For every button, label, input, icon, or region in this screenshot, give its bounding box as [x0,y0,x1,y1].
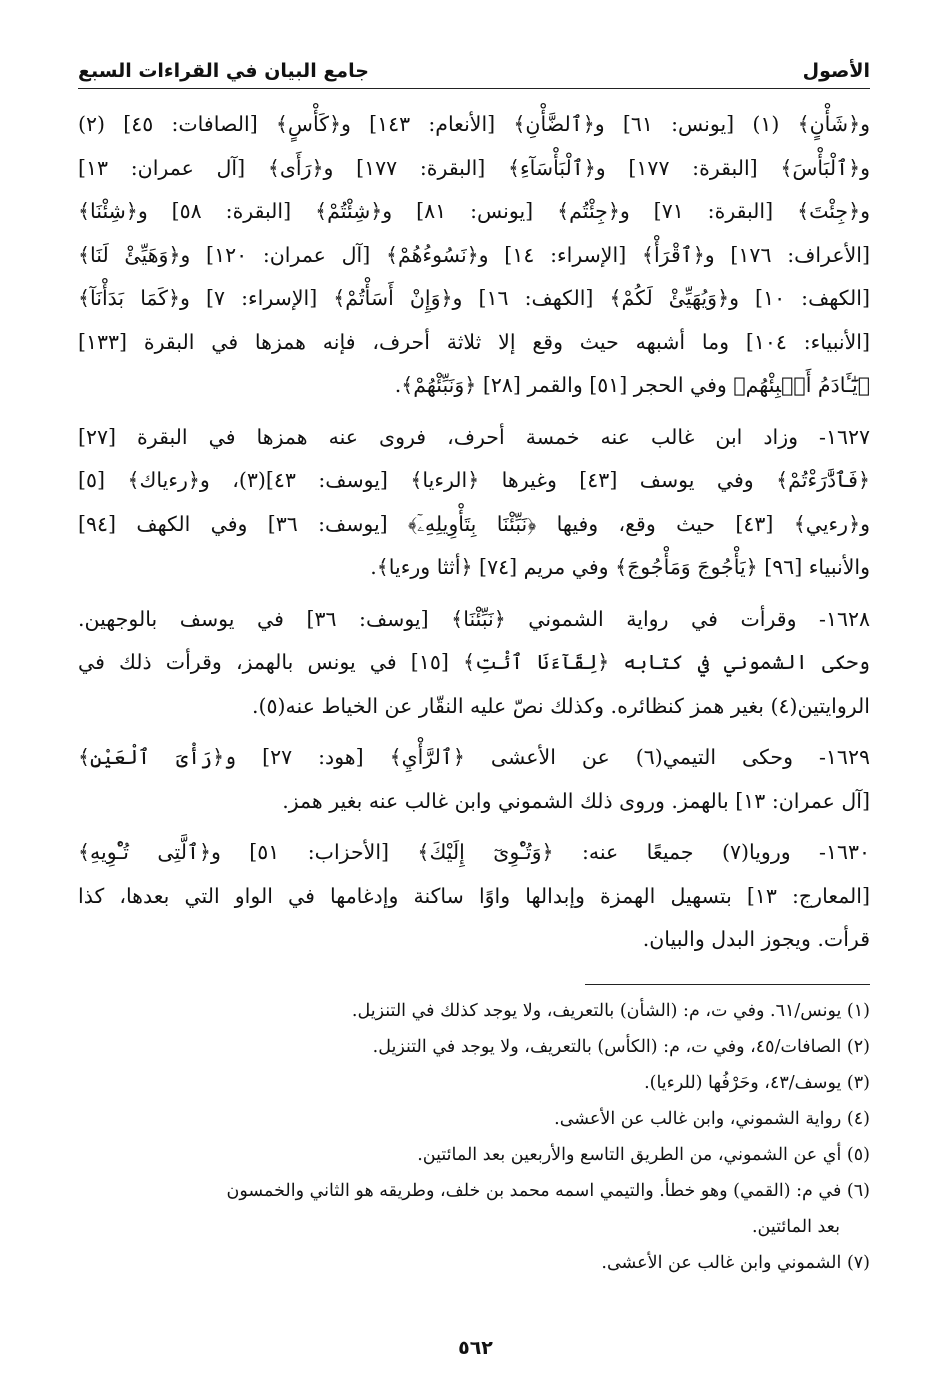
main-text [78,103,870,962]
text-line: [الكهف: ١٠] و﴿وَيُهَيِّئْ لَكُمْ﴾ [الكهف: ١٦] و﴿وَإِنْ أَسَأْتُمْ﴾ [الإسراء: ٧] و﴿كَمَا بَدَأْنَآ﴾ [78,286,870,310]
running-header [78,60,870,89]
text-line: و﴿شَأْنٍ﴾ (١) [يونس: ٦١] و﴿ٱلضَّأْنِ﴾ [الأنعام: ١٤٣] و﴿كَأْسٍ﴾ [الصافات: ٤٥] (٢) [78,112,870,136]
text-line: و﴿جِئْتَ﴾ [البقرة: ٧١] و﴿جِئْتُم﴾ [يونس: ٨١] و﴿شِئْتُمْ﴾ [البقرة: ٥٨] و﴿شِئْنَا﴾ [78,199,870,223]
footnote: (٦) في م: (القمي) وهو خطأ. والتيمي اسمه محمد بن خلف، وطريقه هو الثاني والخمسون [226,1180,870,1201]
footnote: (٣) يوسف/٤٣، وحَرْفُها (للرءيا). [644,1072,870,1093]
text-line: [الأعراف: ١٧٦] و﴿ٱقْرَأْ﴾ [الإسراء: ١٤] و﴿نَسُوءُهُمْ﴾ [آل عمران: ١٢٠] و﴿وَهَيِّئْ لَنَا﴾ [78,242,870,267]
paragraph [78,831,870,962]
book-title: جامع البيان في القراءات السبع [78,60,369,82]
footnote: (٢) الصافات/٤٥، وفي ت، م: (الكأس) بالتعريف، ولا يوجد في التنزيل. [372,1036,870,1057]
text-line: [الأنبياء: ١٠٤] وما أشبهه حيث وقع إلا ثلاثة أحرف، فإنه همزها في البقرة [١٣٣] [78,329,870,354]
paragraph [78,736,870,823]
paragraph [78,598,870,729]
text-line: و﴿رءيي﴾ [٤٣] حيث وقع، وفيها ﴿نَبِّئْنَا بِتَأْوِيلِهِۦٓ﴾ [يوسف: ٣٦] وفي الكهف [٩٤] [78,511,870,536]
footnote: (١) يونس/٦١. وفي ت، م: (الشأن) بالتعريف، ولا يوجد كذلك في التنزيل. [351,1000,870,1021]
text-line: ١٦٢٩- وحكى التيمي(٦) عن الأعشى ﴿ٱلرَّأْيِ﴾ [هود: ٢٧] و﴿رَأْىَ ٱلْعَيْنِ﴾ [78,745,870,769]
text-line: ﴿فَٱدَّٰرَءْتُمْ﴾ وفي يوسف [٤٣] وغيرها ﴿الرءيا﴾ [يوسف: ٤٣](٣)، و﴿رءياك﴾ [٥] [78,468,870,492]
text-line: وحكى الشموني في كتابه ﴿لِقَآءَنَا ٱئْتِ﴾ [١٥] في يونس بالهمز، وقرأت ذلك في [78,650,870,674]
text-line: ١٦٢٧- وزاد ابن غالب عنه خمسة أحرف، فروى عنه همزها في البقرة [٢٧] [78,424,870,449]
text-line: قرأت. ويجوز البدل والبيان. [642,927,870,951]
text-line: ١٦٣٠- ورويا(٧) جميعًا عنه: ﴿وَتُـْٔوِىٓ إِلَيْكَ﴾ [الأحزاب: ٥١] و﴿ٱلَّتِى تُـْٔوِيهِ﴾ [78,840,870,864]
text-line: والأنبياء [٩٦] ﴿يَأْجُوجَ وَمَأْجُوجَ﴾ وفي مريم [٧٤] ﴿أثثا ورءيا﴾. [370,555,870,579]
section-title: الأصول [802,60,870,82]
paragraph [78,416,870,590]
paragraph [78,103,870,408]
footnote: (٥) أي عن الشموني، من الطريق التاسع والأربعين بعد المائتين. [417,1144,870,1165]
text-line: الروايتين(٤) بغير همز كنظائره. وكذلك نصّ عليه النقّار عن الخياط عنه(٥). [252,693,870,718]
text-line: ﴿يَٰٓـَٔادَمُ أَنۢبِئْهُم﴾ وفي الحجر [٥١] والقمر [٢٨] ﴿وَنَبِّئْهُمْ﴾. [394,373,870,397]
text-line: ١٦٢٨- وقرأت في رواية الشموني ﴿نَبِّئْنَا﴾ [يوسف: ٣٦] في يوسف بالوجهين. [78,606,870,631]
footnote-divider [585,984,870,985]
text-line: و﴿ٱلْبَأْسَ﴾ [البقرة: ١٧٧] و﴿ٱلْبَأْسَآءِ﴾ [البقرة: ١٧٧] و﴿رَأَى﴾ [آل عمران: ١٣] [78,155,870,180]
page-number: ٥٦٢ [458,1337,493,1359]
footnote-continuation: بعد المائتين. [751,1216,840,1237]
footnote: (٧) الشموني وابن غالب عن الأعشى. [601,1252,870,1273]
footnote: (٤) رواية الشموني، وابن غالب عن الأعشى. [554,1108,870,1129]
text-line: [آل عمران: ١٣] بالهمز. وروى ذلك الشموني وابن غالب عنه بغير همز. [282,788,870,813]
text-line: [المعارج: ١٣] بتسهيل الهمزة وإبدالها واوًا ساكنة وإدغامها في الواو التي بعدها، كذا [78,883,870,908]
book-page [78,60,870,1281]
footnotes [78,993,870,1281]
